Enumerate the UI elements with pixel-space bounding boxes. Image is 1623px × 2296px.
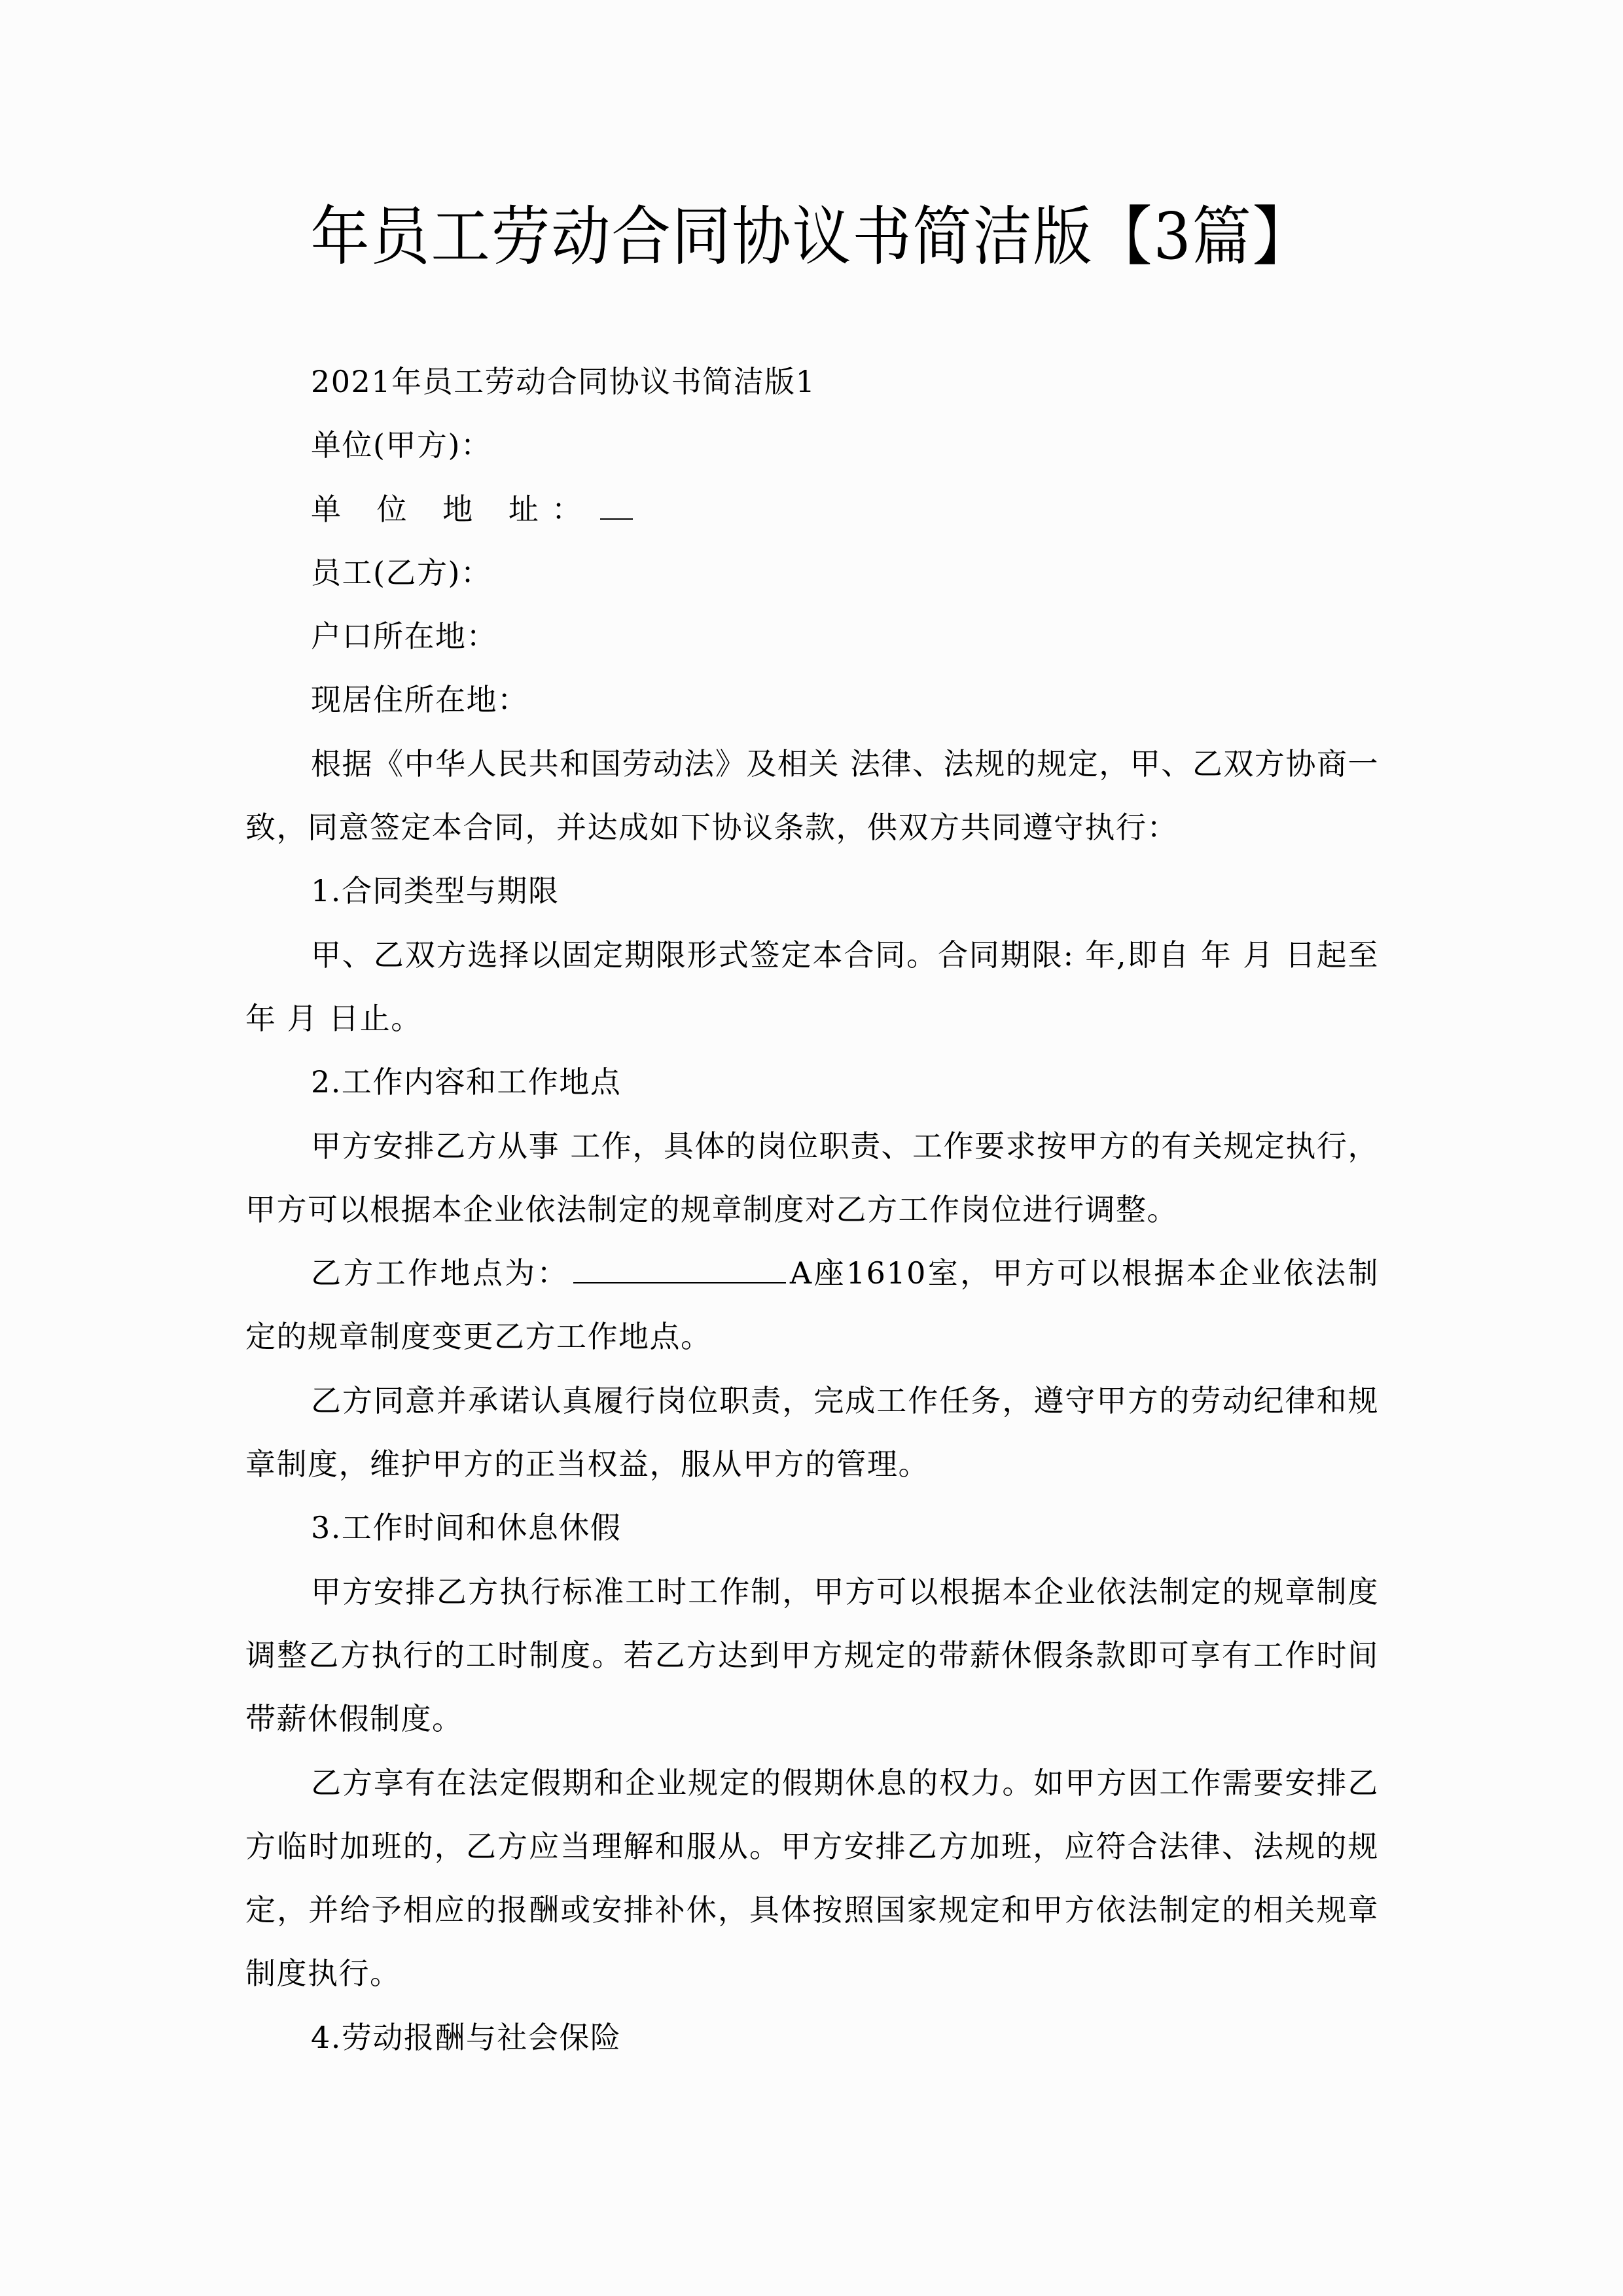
document-title: 年员工劳动合同协议书简洁版【3篇】 bbox=[310, 200, 1313, 274]
address-field bbox=[245, 478, 1379, 541]
section-paragraph: 乙方同意并承诺认真履行岗位职责，完成工作任务，遵守甲方的劳动纪律和规章制度，维护甲方的正当权益，服从甲方的管理。 bbox=[245, 1382, 1379, 1482]
section-heading: 1.合同类型与期限 bbox=[311, 873, 560, 909]
work-location-paragraph bbox=[245, 1242, 1379, 1369]
hukou-field: 户口所在地： bbox=[311, 619, 497, 655]
party-a-field: 单位(甲方)： bbox=[311, 427, 492, 463]
section-paragraph: 甲方安排乙方执行标准工时工作制，甲方可以根据本企业依法制定的规章制度调整乙方执行的工时制度。若乙方达到甲方规定的带薪休假条款即可享有工作时间带薪休假制度。 bbox=[245, 1573, 1379, 1737]
residence-field: 现居住所在地： bbox=[311, 682, 529, 718]
section-heading: 2.工作内容和工作地点 bbox=[311, 1064, 622, 1100]
party-b-field: 员工(乙方)： bbox=[311, 554, 492, 590]
address-label: 单 位 地 址： bbox=[311, 491, 595, 527]
intro-paragraph: 根据《中华人民共和国劳动法》及相关 法律、法规的规定，甲、乙双方协商一致，同意签定本合同，并达成如下协议条款，供双方共同遵守执行： bbox=[245, 745, 1379, 846]
section-paragraph: 甲、乙双方选择以固定期限形式签定本合同。合同期限: 年,即自 年 月 日起至 年 月 日止。 bbox=[245, 937, 1379, 1036]
section-heading: 4.劳动报酬与社会保险 bbox=[311, 2019, 622, 2055]
contract-subtitle: 2021年员工劳动合同协议书简洁版1 bbox=[311, 364, 816, 399]
work-location-blank bbox=[573, 1259, 786, 1283]
section-paragraph: 乙方享有在法定假期和企业规定的假期休息的权力。如甲方因工作需要安排乙方临时加班的，乙方应当理解和服从。甲方安排乙方加班，应符合法律、法规的规定，并给予相应的报酬或安排补休，具体按照国家规定和甲方依法制定的相关规章制度执行。 bbox=[245, 1765, 1379, 1992]
address-blank bbox=[600, 495, 633, 520]
document-body bbox=[245, 350, 1379, 2070]
work-location-suffix: A座1610室，甲方可以根据本企业依法制定的规章制度变更乙方工作地点。 bbox=[245, 1255, 1379, 1355]
section-heading: 3.工作时间和休息休假 bbox=[311, 1510, 622, 1546]
section-paragraph: 甲方安排乙方从事 工作，具体的岗位职责、工作要求按甲方的有关规定执行，甲方可以根据本企业依法制定的规章制度对乙方工作岗位进行调整。 bbox=[245, 1128, 1379, 1227]
work-location-prefix: 乙方工作地点为： bbox=[311, 1255, 569, 1291]
